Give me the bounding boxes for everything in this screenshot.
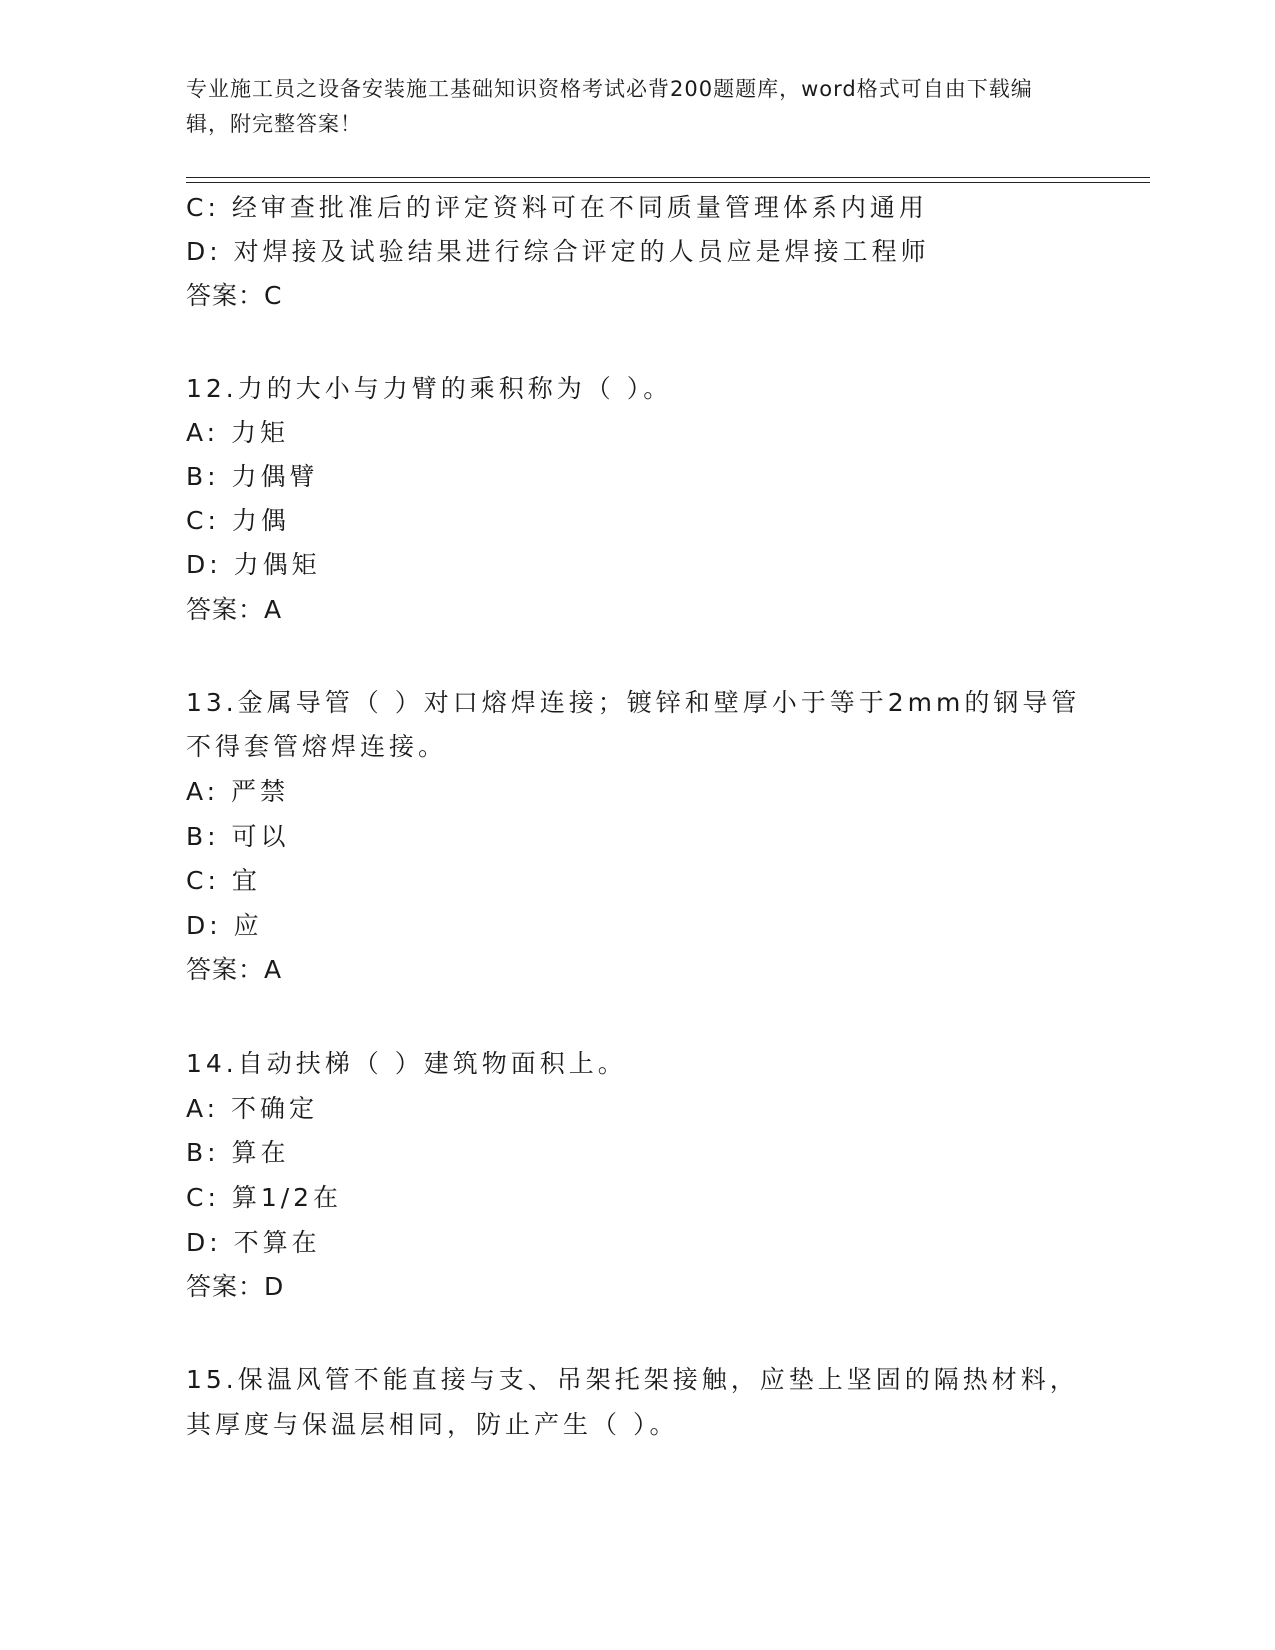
q14-option-c: C: 算1/2在 <box>186 1183 343 1212</box>
q12-answer: 答案：A <box>186 595 283 624</box>
q13-option-a: A: 严禁 <box>186 777 290 806</box>
q13-option-b: B: 可以 <box>186 822 290 851</box>
document-header: 专业施工员之设备安装施工基础知识资格考试必背200题题库，word格式可自由下载编辑，附完整答案！ <box>186 77 1033 136</box>
q14-answer: 答案：D <box>186 1272 285 1301</box>
q12-option-c: C: 力偶 <box>186 506 290 535</box>
q12-stem: 12.力的大小与力臂的乘积称为（ ）。 <box>186 374 673 403</box>
q12-option-d: D: 力偶矩 <box>186 550 321 579</box>
q13-answer: 答案：A <box>186 955 283 984</box>
q14-option-d: D: 不算在 <box>186 1228 321 1257</box>
q14-option-a: A: 不确定 <box>186 1094 319 1123</box>
q14-option-b: B: 算在 <box>186 1138 290 1167</box>
q13-option-d: D: 应 <box>186 911 263 940</box>
q15-stem-line1: 15.保温风管不能直接与支、吊架托架接触，应垫上坚固的隔热材料， <box>186 1365 1079 1394</box>
q13-option-c: C: 宜 <box>186 866 261 895</box>
q11-option-c: C: 经审查批准后的评定资料可在不同质量管理体系内通用 <box>186 193 928 222</box>
q11-option-d: D: 对焊接及试验结果进行综合评定的人员应是焊接工程师 <box>186 237 930 266</box>
q12-option-b: B: 力偶臂 <box>186 462 319 491</box>
header-divider-bottom <box>186 182 1150 183</box>
q15-stem-line2: 其厚度与保温层相同，防止产生（ ）。 <box>186 1410 679 1439</box>
header-divider-top <box>186 177 1150 178</box>
q11-answer: 答案：C <box>186 281 283 310</box>
q12-option-a: A: 力矩 <box>186 418 290 447</box>
q13-stem-line1: 13.金属导管（ ）对口熔焊连接；镀锌和壁厚小于等于2mm的钢导管 <box>186 688 1081 717</box>
q14-stem: 14.自动扶梯（ ）建筑物面积上。 <box>186 1049 627 1078</box>
q13-stem-line2: 不得套管熔焊连接。 <box>186 732 448 761</box>
